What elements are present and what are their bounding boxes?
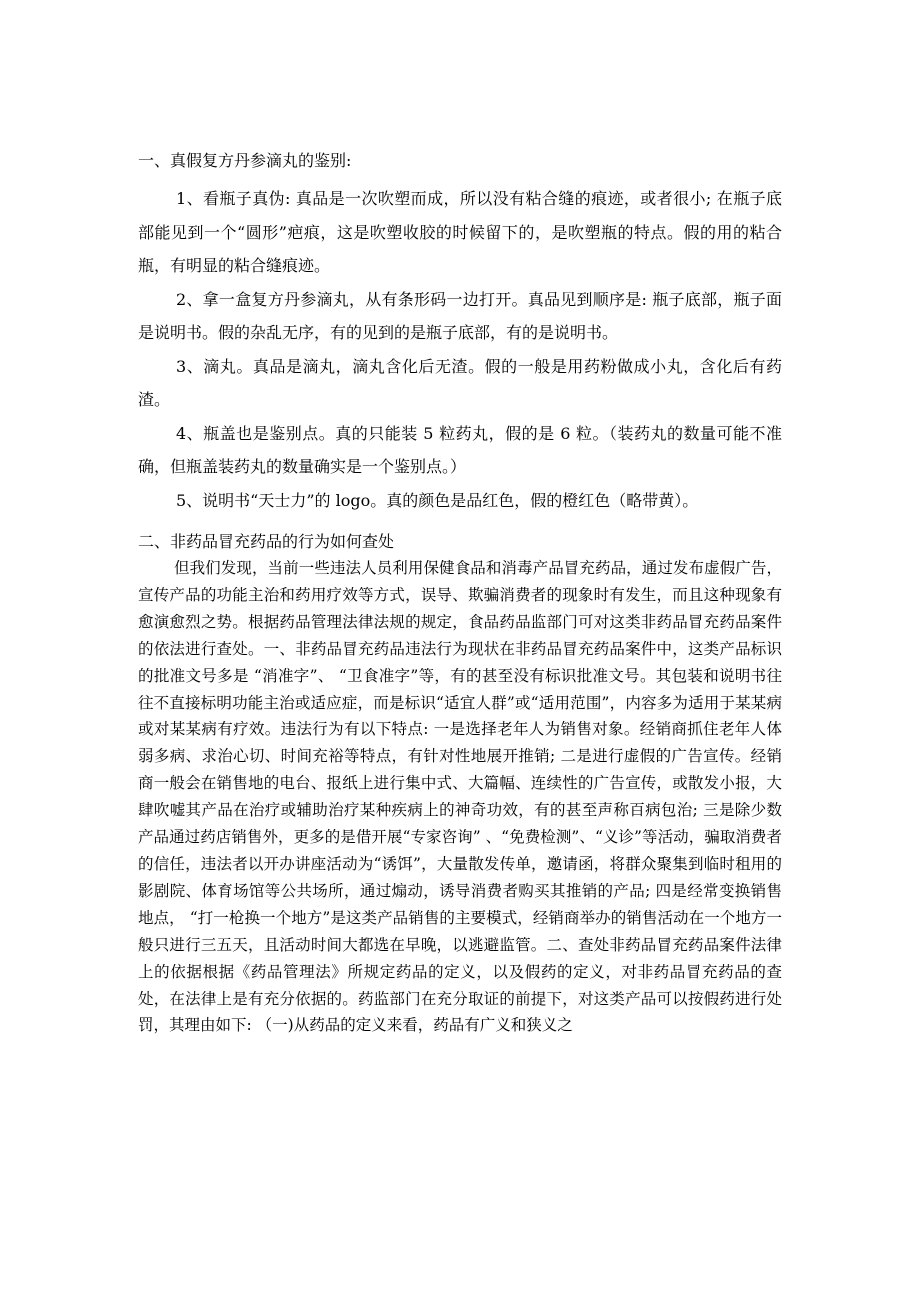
section2-body [138,555,782,1039]
section1-item-5: 5、说明书“天士力”的 logo。真的颜色是品红色，假的橙红色（略带黄）。 [176,490,699,510]
document-page [138,148,782,1039]
section1-body [138,182,782,517]
section2-heading: 二、非药品冒充药品的行为如何查处 [138,532,395,551]
section1-item-1: 1、看瓶子真伪: 真品是一次吹塑而成，所以没有粘合缝的痕迹，或者很小; 在瓶子底部能见到一个“圆形”疤痕，这是吹塑收胶的时候留下的，是吹塑瓶的特点。假的用的粘合瓶，有明显的粘合缝痕迹。 [138,189,782,275]
section1-item-2: 2、拿一盒复方丹参滴丸，从有条形码一边打开。真品见到顺序是: 瓶子底部，瓶子面是说明书。假的杂乱无序，有的见到的是瓶子底部，有的是说明书。 [138,289,782,342]
section1-heading: 一、真假复方丹参滴丸的鉴别: [138,151,352,170]
section1-item-4: 4、瓶盖也是鉴别点。真的只能装 5 粒药丸，假的是 6 粒。（装药丸的数量可能不准确，但瓶盖装药丸的数量确实是一个鉴别点。） [138,423,782,476]
section2-paragraph: 但我们发现，当前一些违法人员利用保健食品和消毒产品冒充药品，通过发布虚假广告，宣传产品的功能主治和药用疗效等方式，误导、欺骗消费者的现象时有发生，而且这种现象有愈演愈烈之势。根据药品管理法律法规的规定，食品药品监部门可对这类非药品冒充药品案件的依法进行查处。一、非药品冒充药品违法行为现状在非药品冒充药品案件中，这类产品标识的批准文号多是 “消准字”、 “卫食准字”等，有的甚至没有标识批准文号。其包装和说明书往往不直接标明功能主治或适应症，而是标识“适宜人群”或“适用范围”，内容多为适用于某某病或对某某病有疗效。违法行为有以下特点: 一是选择老年人为销售对象。经销商抓住老年人体弱多病、求治心切、时间充裕等特点，有针对性地展开推销; 二是进行虚假的广告宣传。经销商一般会在销售地的电台、报纸上进行集中式、大篇幅、连续性的广告宣传，或散发小报，大肆吹嘘其产品在治疗或辅助治疗某种疾病上的神奇功效，有的甚至声称百病包治; 三是除少数产品通过药店销售外，更多的是借开展“专家咨询” 、“免费检测”、“义诊”等活动，骗取消费者的信任，违法者以开办讲座活动为“诱饵”，大量散发传单，邀请函，将群众聚集到临时租用的影剧院、体育场馆等公共场所，通过煽动，诱导消费者购买其推销的产品; 四是经常变换销售地点， “打一枪换一个地方”是这类产品销售的主要模式，经销商举办的销售活动在一个地方一般只进行三五天，且活动时间大都选在早晚，以逃避监管。二、查处非药品冒充药品案件法律上的依据根据《药品管理法》所规定药品的定义，以及假药的定义，对非药品冒充药品的查处，在法律上是有充分依据的。药监部门在充分取证的前提下，对这类产品可以按假药进行处罚，其理由如下: （一)从药品的定义来看，药品有广义和狭义之 [138,559,782,1035]
section1-item-3: 3、滴丸。真品是滴丸，滴丸含化后无渣。假的一般是用药粉做成小丸，含化后有药渣。 [138,356,782,409]
